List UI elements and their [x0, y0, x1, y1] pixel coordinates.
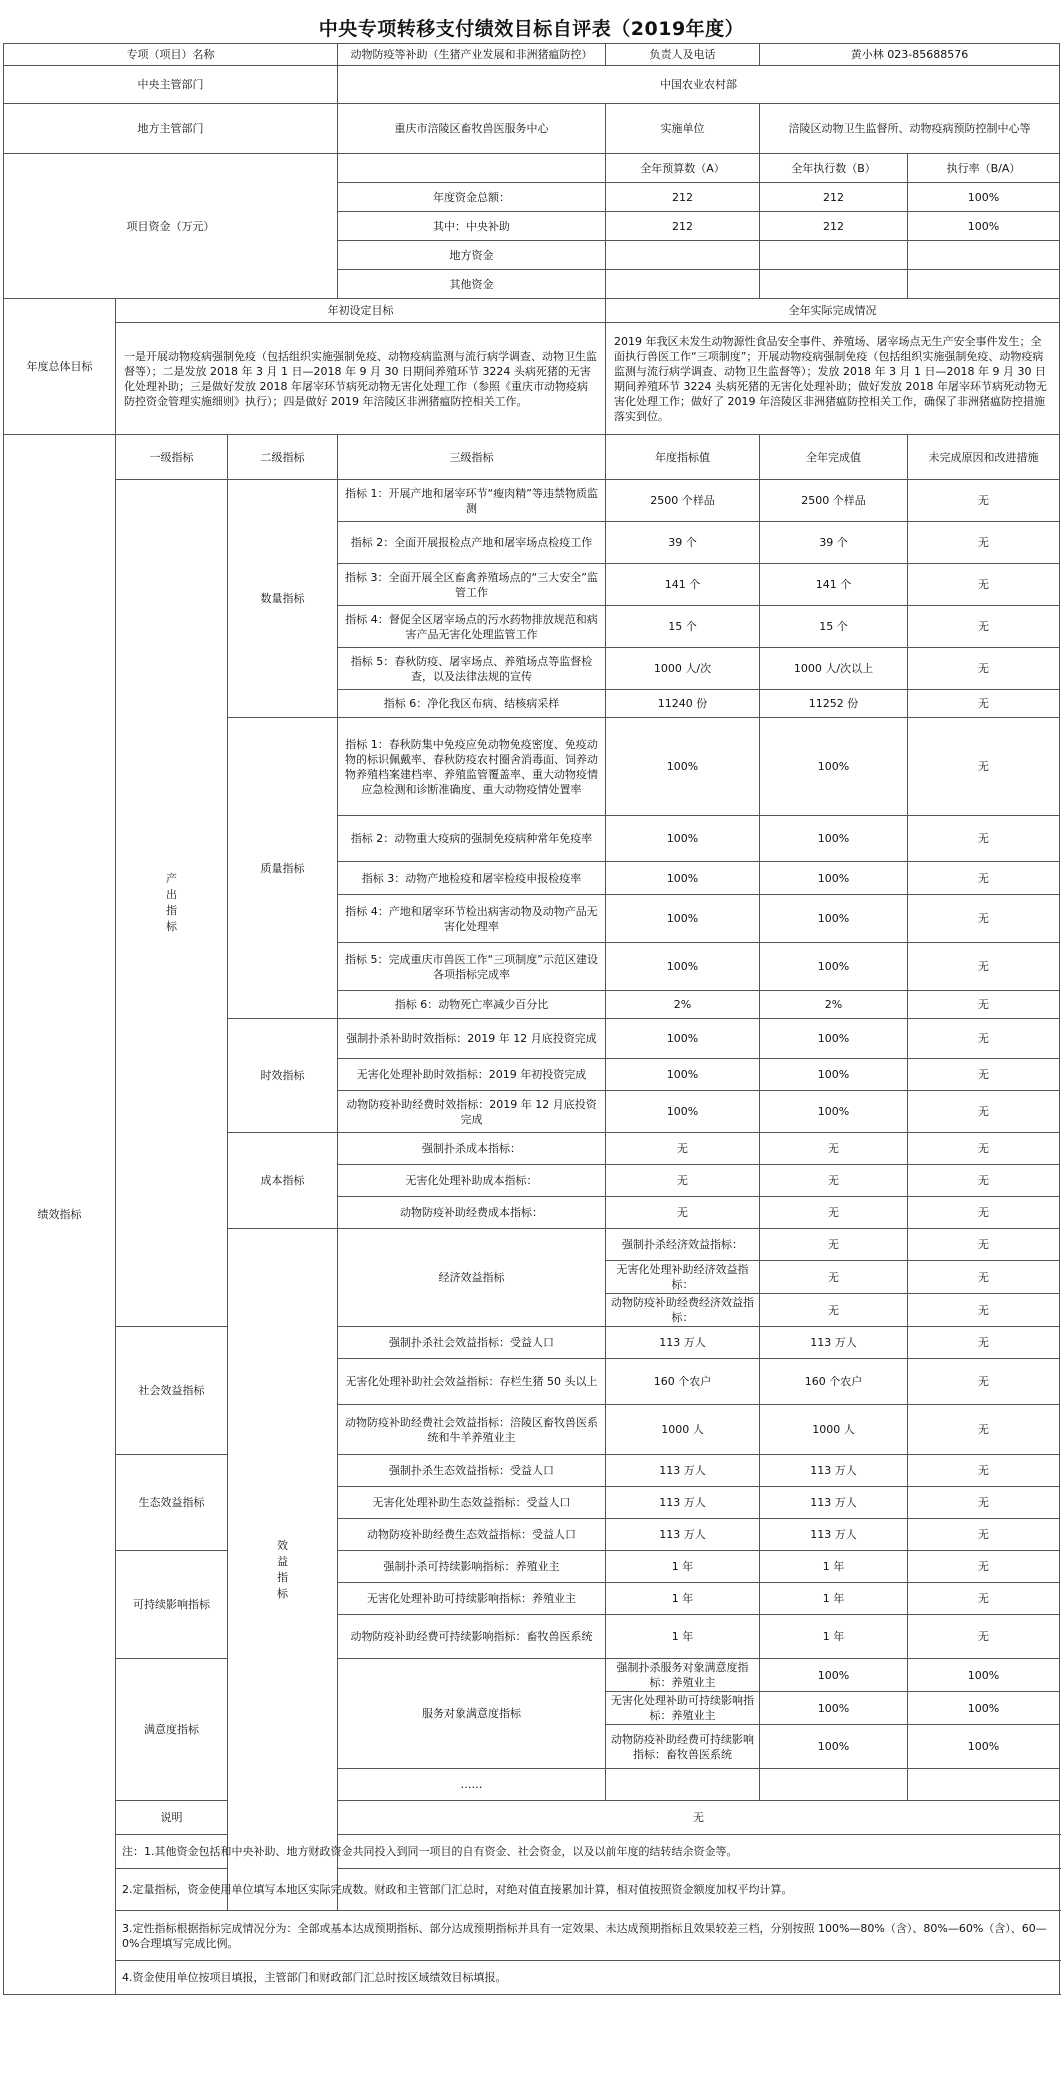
indicator-actual: 113 万人 [760, 1487, 908, 1519]
indicator-reason: 无 [908, 690, 1060, 718]
indicator-actual: 100% [760, 943, 908, 991]
central-dept-row [4, 66, 1060, 104]
indicator-actual: 160 个农户 [760, 1359, 908, 1405]
indicator-target: 100% [606, 1059, 760, 1091]
indicator-name: 强制扑杀社会效益指标：受益人口 [338, 1327, 606, 1359]
indicator-name: 强制扑杀补助时效指标：2019 年 12 月底投资完成 [338, 1019, 606, 1059]
project-name-value: 动物防疫等补助（生猪产业发展和非洲猪瘟防控） [338, 44, 606, 66]
indicator-reason: 无 [908, 522, 1060, 564]
empty-cell [760, 1769, 908, 1801]
indicator-reason: 无 [908, 895, 1060, 943]
indicator-reason: 无 [908, 1133, 1060, 1165]
indicator-target: 100% [606, 943, 760, 991]
local-dept-row [4, 104, 1060, 154]
funds-budget: 212 [606, 183, 760, 212]
funds-budget: 212 [606, 212, 760, 241]
perf-col-reason: 未完成原因和改进措施 [908, 435, 1060, 480]
indicator-actual: 100% [908, 1659, 1060, 1692]
funds-exec: 212 [760, 183, 908, 212]
funds-exec: 212 [760, 212, 908, 241]
indicator-actual: 无 [760, 1165, 908, 1197]
indicator-target: 无 [760, 1229, 908, 1261]
indicator-actual: 100% [760, 895, 908, 943]
indicator-name: 动物防疫补助经费成本指标： [338, 1197, 606, 1229]
indicator-name: 动物防疫补助经费生态效益指标：受益人口 [338, 1519, 606, 1551]
impl-unit-label: 实施单位 [606, 104, 760, 154]
funds-col-rate: 执行率（B/A） [908, 154, 1060, 183]
timeliness-indicator-label: 时效指标 [228, 1019, 338, 1133]
funds-budget [606, 241, 760, 270]
perf-col-target: 年度指标值 [606, 435, 760, 480]
indicator-reason: 无 [908, 1519, 1060, 1551]
funds-label: 项目资金（万元） [4, 154, 338, 299]
project-name-row [4, 44, 1060, 66]
indicator-actual: 141 个 [760, 564, 908, 606]
indicator-name: 无害化处理补助可持续影响指标：养殖业主 [606, 1692, 760, 1725]
indicator-name: 动物防疫补助经费可持续影响指标：畜牧兽医系统 [606, 1725, 760, 1769]
indicator-actual: 无 [760, 1133, 908, 1165]
impl-unit-value: 涪陵区动物卫生监督所、动物疫病预防控制中心等 [760, 104, 1060, 154]
indicator-reason: 无 [908, 606, 1060, 648]
indicator-reason: 无 [908, 1615, 1060, 1659]
satisfaction-indicator-label: 满意度指标 [116, 1659, 228, 1801]
indicator-actual: 2% [760, 991, 908, 1019]
note-row [4, 1961, 1060, 1995]
indicator-actual: 113 万人 [760, 1327, 908, 1359]
indicator-name: 无害化处理补助可持续影响指标：养殖业主 [338, 1583, 606, 1615]
effect-indicator-label: 效益指标 [228, 1229, 338, 1911]
funds-rate [908, 270, 1060, 299]
funds-exec [760, 241, 908, 270]
goals-initial-header: 年初设定目标 [116, 299, 606, 323]
indicator-row [4, 1551, 1060, 1583]
indicator-reason: 无 [908, 1059, 1060, 1091]
indicator-actual: 无 [908, 1294, 1060, 1327]
indicator-target: 100% [606, 1019, 760, 1059]
indicator-target: 100% [760, 1692, 908, 1725]
indicator-target: 1 年 [606, 1551, 760, 1583]
note-row [4, 1911, 1060, 1961]
indicator-actual: 100% [760, 1019, 908, 1059]
indicator-actual: 100% [908, 1692, 1060, 1725]
indicator-target: 无 [606, 1133, 760, 1165]
service-indicator-label: 服务对象满意度指标 [338, 1659, 606, 1769]
cost-indicator-label: 成本指标 [228, 1133, 338, 1229]
indicator-target: 1 年 [606, 1583, 760, 1615]
indicator-name: 指标 4：督促全区屠宰场点的污水药物排放规范和病害产品无害化处理监管工作 [338, 606, 606, 648]
indicator-actual: 无 [760, 1197, 908, 1229]
indicator-actual: 113 万人 [760, 1455, 908, 1487]
indicator-name: 指标 5：完成重庆市兽医工作“三项制度”示范区建设各项指标完成率 [338, 943, 606, 991]
indicator-name: 无害化处理补助成本指标： [338, 1165, 606, 1197]
indicator-reason: 无 [908, 991, 1060, 1019]
indicator-actual: 1 年 [760, 1551, 908, 1583]
note-text: 2.定量指标，资金使用单位填写本地区实际完成数。财政和主管部门汇总时，对绝对值直接累加计算，相对值按照资金额度加权平均计算。 [116, 1869, 1060, 1911]
indicator-target: 无 [760, 1294, 908, 1327]
indicator-reason: 无 [908, 1487, 1060, 1519]
indicator-reason: 无 [908, 862, 1060, 895]
economic-indicator-label: 经济效益指标 [338, 1229, 606, 1327]
indicator-reason: 无 [908, 648, 1060, 690]
funds-row-label: 其中：中央补助 [338, 212, 606, 241]
local-dept-label: 地方主管部门 [4, 104, 338, 154]
funds-blank-cell [338, 154, 606, 183]
note-text: 注：1.其他资金包括和中央补助、地方财政资金共同投入到同一项目的自有资金、社会资金，以及以前年度的结转结余资金等。 [116, 1835, 1060, 1869]
indicator-actual: 无 [908, 1261, 1060, 1294]
indicator-target: 100% [606, 1091, 760, 1133]
indicator-reason: 无 [908, 1583, 1060, 1615]
indicator-target: 1 年 [606, 1615, 760, 1659]
indicator-actual: 1000 人/次以上 [760, 648, 908, 690]
funds-rate: 100% [908, 212, 1060, 241]
empty-cell [606, 1769, 760, 1801]
project-name-label: 专项（项目）名称 [4, 44, 338, 66]
indicator-target: 1000 人/次 [606, 648, 760, 690]
indicator-target: 无 [606, 1197, 760, 1229]
ecological-indicator-label: 生态效益指标 [116, 1455, 228, 1551]
indicator-reason: 无 [908, 564, 1060, 606]
contact-value: 黄小林 023-85688576 [760, 44, 1060, 66]
indicator-actual: 1 年 [760, 1583, 908, 1615]
indicator-actual: 100% [908, 1725, 1060, 1769]
indicator-name: 无害化处理补助时效指标：2019 年初投资完成 [338, 1059, 606, 1091]
funds-budget [606, 270, 760, 299]
indicator-reason: 无 [908, 943, 1060, 991]
perf-label: 绩效指标 [4, 435, 116, 1995]
indicator-name: 指标 1：春秋防集中免疫应免动物免疫密度、免疫动物的标识佩戴率、春秋防疫农村圈舍消毒面、饲养动物养殖档案建档率、养殖监管覆盖率、重大动物疫情应急检测和诊断准确度、重大动物疫情处置率 [338, 718, 606, 816]
perf-col-actual: 全年完成值 [760, 435, 908, 480]
perf-col-l2: 二级指标 [228, 435, 338, 480]
funds-row-label: 其他资金 [338, 270, 606, 299]
funds-row-label: 年度资金总额： [338, 183, 606, 212]
perf-header-row [4, 435, 1060, 480]
goals-actual-header: 全年实际完成情况 [606, 299, 1060, 323]
indicator-target: 160 个农户 [606, 1359, 760, 1405]
funds-col-budget: 全年预算数（A） [606, 154, 760, 183]
indicator-name: 强制扑杀服务对象满意度指标：养殖业主 [606, 1659, 760, 1692]
indicator-name: 强制扑杀可持续影响指标：养殖业主 [338, 1551, 606, 1583]
perf-col-l1: 一级指标 [116, 435, 228, 480]
indicator-name: 无害化处理补助经济效益指标： [606, 1261, 760, 1294]
funds-rate: 100% [908, 183, 1060, 212]
remarks-label: 说明 [116, 1801, 228, 1835]
indicator-name: 动物防疫补助经费时效指标：2019 年 12 月底投资完成 [338, 1091, 606, 1133]
indicator-name: 动物防疫补助经费可持续影响指标：畜牧兽医系统 [338, 1615, 606, 1659]
indicator-actual: 11252 份 [760, 690, 908, 718]
remarks-value: 无 [338, 1801, 1060, 1835]
indicator-actual: 无 [908, 1229, 1060, 1261]
indicator-target: 2500 个样品 [606, 480, 760, 522]
indicator-actual: 100% [760, 816, 908, 862]
output-indicator-label: 产出指标 [116, 480, 228, 1327]
indicator-name: 无害化处理补助社会效益指标：存栏生猪 50 头以上 [338, 1359, 606, 1405]
local-dept-value: 重庆市涪陵区畜牧兽医服务中心 [338, 104, 606, 154]
indicator-reason: 无 [908, 1091, 1060, 1133]
indicator-actual: 100% [760, 1091, 908, 1133]
indicator-reason: 无 [908, 1197, 1060, 1229]
indicator-target: 113 万人 [606, 1327, 760, 1359]
indicator-name: 动物防疫补助经费社会效益指标：涪陵区畜牧兽医系统和牛羊养殖业主 [338, 1405, 606, 1455]
indicator-name: 强制扑杀经济效益指标： [606, 1229, 760, 1261]
sustainable-indicator-label: 可持续影响指标 [116, 1551, 228, 1659]
goals-content-row [4, 323, 1060, 435]
indicator-reason: 无 [908, 1551, 1060, 1583]
indicator-target: 113 万人 [606, 1487, 760, 1519]
indicator-target: 100% [606, 895, 760, 943]
indicator-row [4, 1327, 1060, 1359]
indicator-name: 指标 3：全面开展全区畜禽养殖场点的“三大安全”监管工作 [338, 564, 606, 606]
indicator-name: 无害化处理补助生态效益指标：受益人口 [338, 1487, 606, 1519]
indicator-reason: 无 [908, 1359, 1060, 1405]
indicator-target: 39 个 [606, 522, 760, 564]
indicator-row [4, 480, 1060, 522]
indicator-target: 1000 人 [606, 1405, 760, 1455]
indicator-name: 动物防疫补助经费经济效益指标： [606, 1294, 760, 1327]
indicator-name: 指标 5：春秋防疫、屠宰场点、养殖场点等监督检查，以及法律法规的宣传 [338, 648, 606, 690]
indicator-target: 100% [760, 1659, 908, 1692]
indicator-actual: 113 万人 [760, 1519, 908, 1551]
indicator-target: 15 个 [606, 606, 760, 648]
page-title: 中央专项转移支付绩效目标自评表（2019年度） [318, 18, 745, 40]
note-text: 4.资金使用单位按项目填报，主管部门和财政部门汇总时按区域绩效目标填报。 [116, 1961, 1060, 1995]
goals-actual-text: 2019 年我区未发生动物源性食品安全事件、养殖场、屠宰场点无生产安全事件发生；全面执行兽医工作“三项制度”；开展动物疫病强制免疫（包括组织实施强制免疫、动物疫病监测与流行病学调查、动物卫生监督等）；发放 2018 年 3 月 1 日—2018 年 9 月 30 日期间养殖环节 3224 头病死猪的无害化处理补助；做好发放 2018 年屠宰环节病死动物无害化处理工作；做好了 2019 年涪陵区非洲猪瘟防控相关工作，确保了非洲猪瘟防控措施落实到位。 [606, 323, 1060, 435]
central-dept-label: 中央主管部门 [4, 66, 338, 104]
perf-col-l3: 三级指标 [338, 435, 606, 480]
indicator-reason: 无 [908, 480, 1060, 522]
indicator-reason: 无 [908, 816, 1060, 862]
funds-header-row [4, 154, 1060, 183]
goals-initial-text: 一是开展动物疫病强制免疫（包括组织实施强制免疫、动物疫病监测与流行病学调查、动物卫生监督等）；二是发放 2018 年 3 月 1 日—2018 年 9 月 30 日期间养殖环节 3224 头病死猪的无害化处理补助；三是做好发放 2018 年屠宰环节病死动物无害化处理工作（参照《重庆市动物疫病防控资金管理实施细则》执行）；四是做好 2019 年涪陵区非洲猪瘟防控相关工作。 [116, 323, 606, 435]
indicator-target: 113 万人 [606, 1455, 760, 1487]
indicator-actual: 100% [760, 862, 908, 895]
indicator-actual: 100% [760, 1059, 908, 1091]
indicator-target: 113 万人 [606, 1519, 760, 1551]
indicator-row [4, 1659, 1060, 1692]
note-text: 3.定性指标根据指标完成情况分为：全部或基本达成预期指标、部分达成预期指标并具有一定效果、未达成预期指标且效果较差三档，分别按照 100%—80%（含）、80%—60%（含）、60—0%合理填写完成比例。 [116, 1911, 1060, 1961]
indicator-name: 指标 3：动物产地检疫和屠宰检疫申报检疫率 [338, 862, 606, 895]
indicator-actual: 2500 个样品 [760, 480, 908, 522]
indicator-target: 11240 份 [606, 690, 760, 718]
indicator-row [4, 1455, 1060, 1487]
indicator-target: 141 个 [606, 564, 760, 606]
empty-cell [908, 1769, 1060, 1801]
note-row [4, 1869, 1060, 1911]
indicator-name: 强制扑杀生态效益指标：受益人口 [338, 1455, 606, 1487]
indicator-name: 指标 2：全面开展报检点产地和屠宰场点检疫工作 [338, 522, 606, 564]
indicator-name: 强制扑杀成本指标： [338, 1133, 606, 1165]
quantity-indicator-label: 数量指标 [228, 480, 338, 718]
indicator-target: 100% [606, 816, 760, 862]
goals-label: 年度总体目标 [4, 299, 116, 435]
indicator-name: 指标 6：净化我区布病、结核病采样 [338, 690, 606, 718]
indicator-name: 指标 4：产地和屠宰环节检出病害动物及动物产品无害化处理率 [338, 895, 606, 943]
indicator-target: 100% [606, 718, 760, 816]
indicator-actual: 39 个 [760, 522, 908, 564]
indicator-name: 指标 2：动物重大疫病的强制免疫病种常年免疫率 [338, 816, 606, 862]
funds-row-label: 地方资金 [338, 241, 606, 270]
indicator-reason: 无 [908, 1165, 1060, 1197]
indicator-reason: 无 [908, 1455, 1060, 1487]
goals-header-row [4, 299, 1060, 323]
indicator-reason: 无 [908, 1405, 1060, 1455]
ellipsis-cell: …… [338, 1769, 606, 1801]
indicator-name: 指标 6：动物死亡率减少百分比 [338, 991, 606, 1019]
indicator-target: 100% [606, 862, 760, 895]
funds-rate [908, 241, 1060, 270]
indicator-reason: 无 [908, 1327, 1060, 1359]
quality-indicator-label: 质量指标 [228, 718, 338, 1019]
funds-exec [760, 270, 908, 299]
indicator-target: 2% [606, 991, 760, 1019]
indicator-target: 无 [606, 1165, 760, 1197]
remarks-row [4, 1801, 1060, 1835]
social-indicator-label: 社会效益指标 [116, 1327, 228, 1455]
funds-col-exec: 全年执行数（B） [760, 154, 908, 183]
indicator-target: 无 [760, 1261, 908, 1294]
indicator-actual: 1 年 [760, 1615, 908, 1659]
indicator-target: 100% [760, 1725, 908, 1769]
indicator-reason: 无 [908, 718, 1060, 816]
indicator-actual: 100% [760, 718, 908, 816]
central-dept-value: 中国农业农村部 [338, 66, 1060, 104]
indicator-name: 指标 1：开展产地和屠宰环节“瘦肉精”等违禁物质监测 [338, 480, 606, 522]
contact-label: 负责人及电话 [606, 44, 760, 66]
indicator-actual: 1000 人 [760, 1405, 908, 1455]
note-row [4, 1835, 1060, 1869]
self-evaluation-table [3, 43, 1060, 1995]
indicator-actual: 15 个 [760, 606, 908, 648]
indicator-reason: 无 [908, 1019, 1060, 1059]
